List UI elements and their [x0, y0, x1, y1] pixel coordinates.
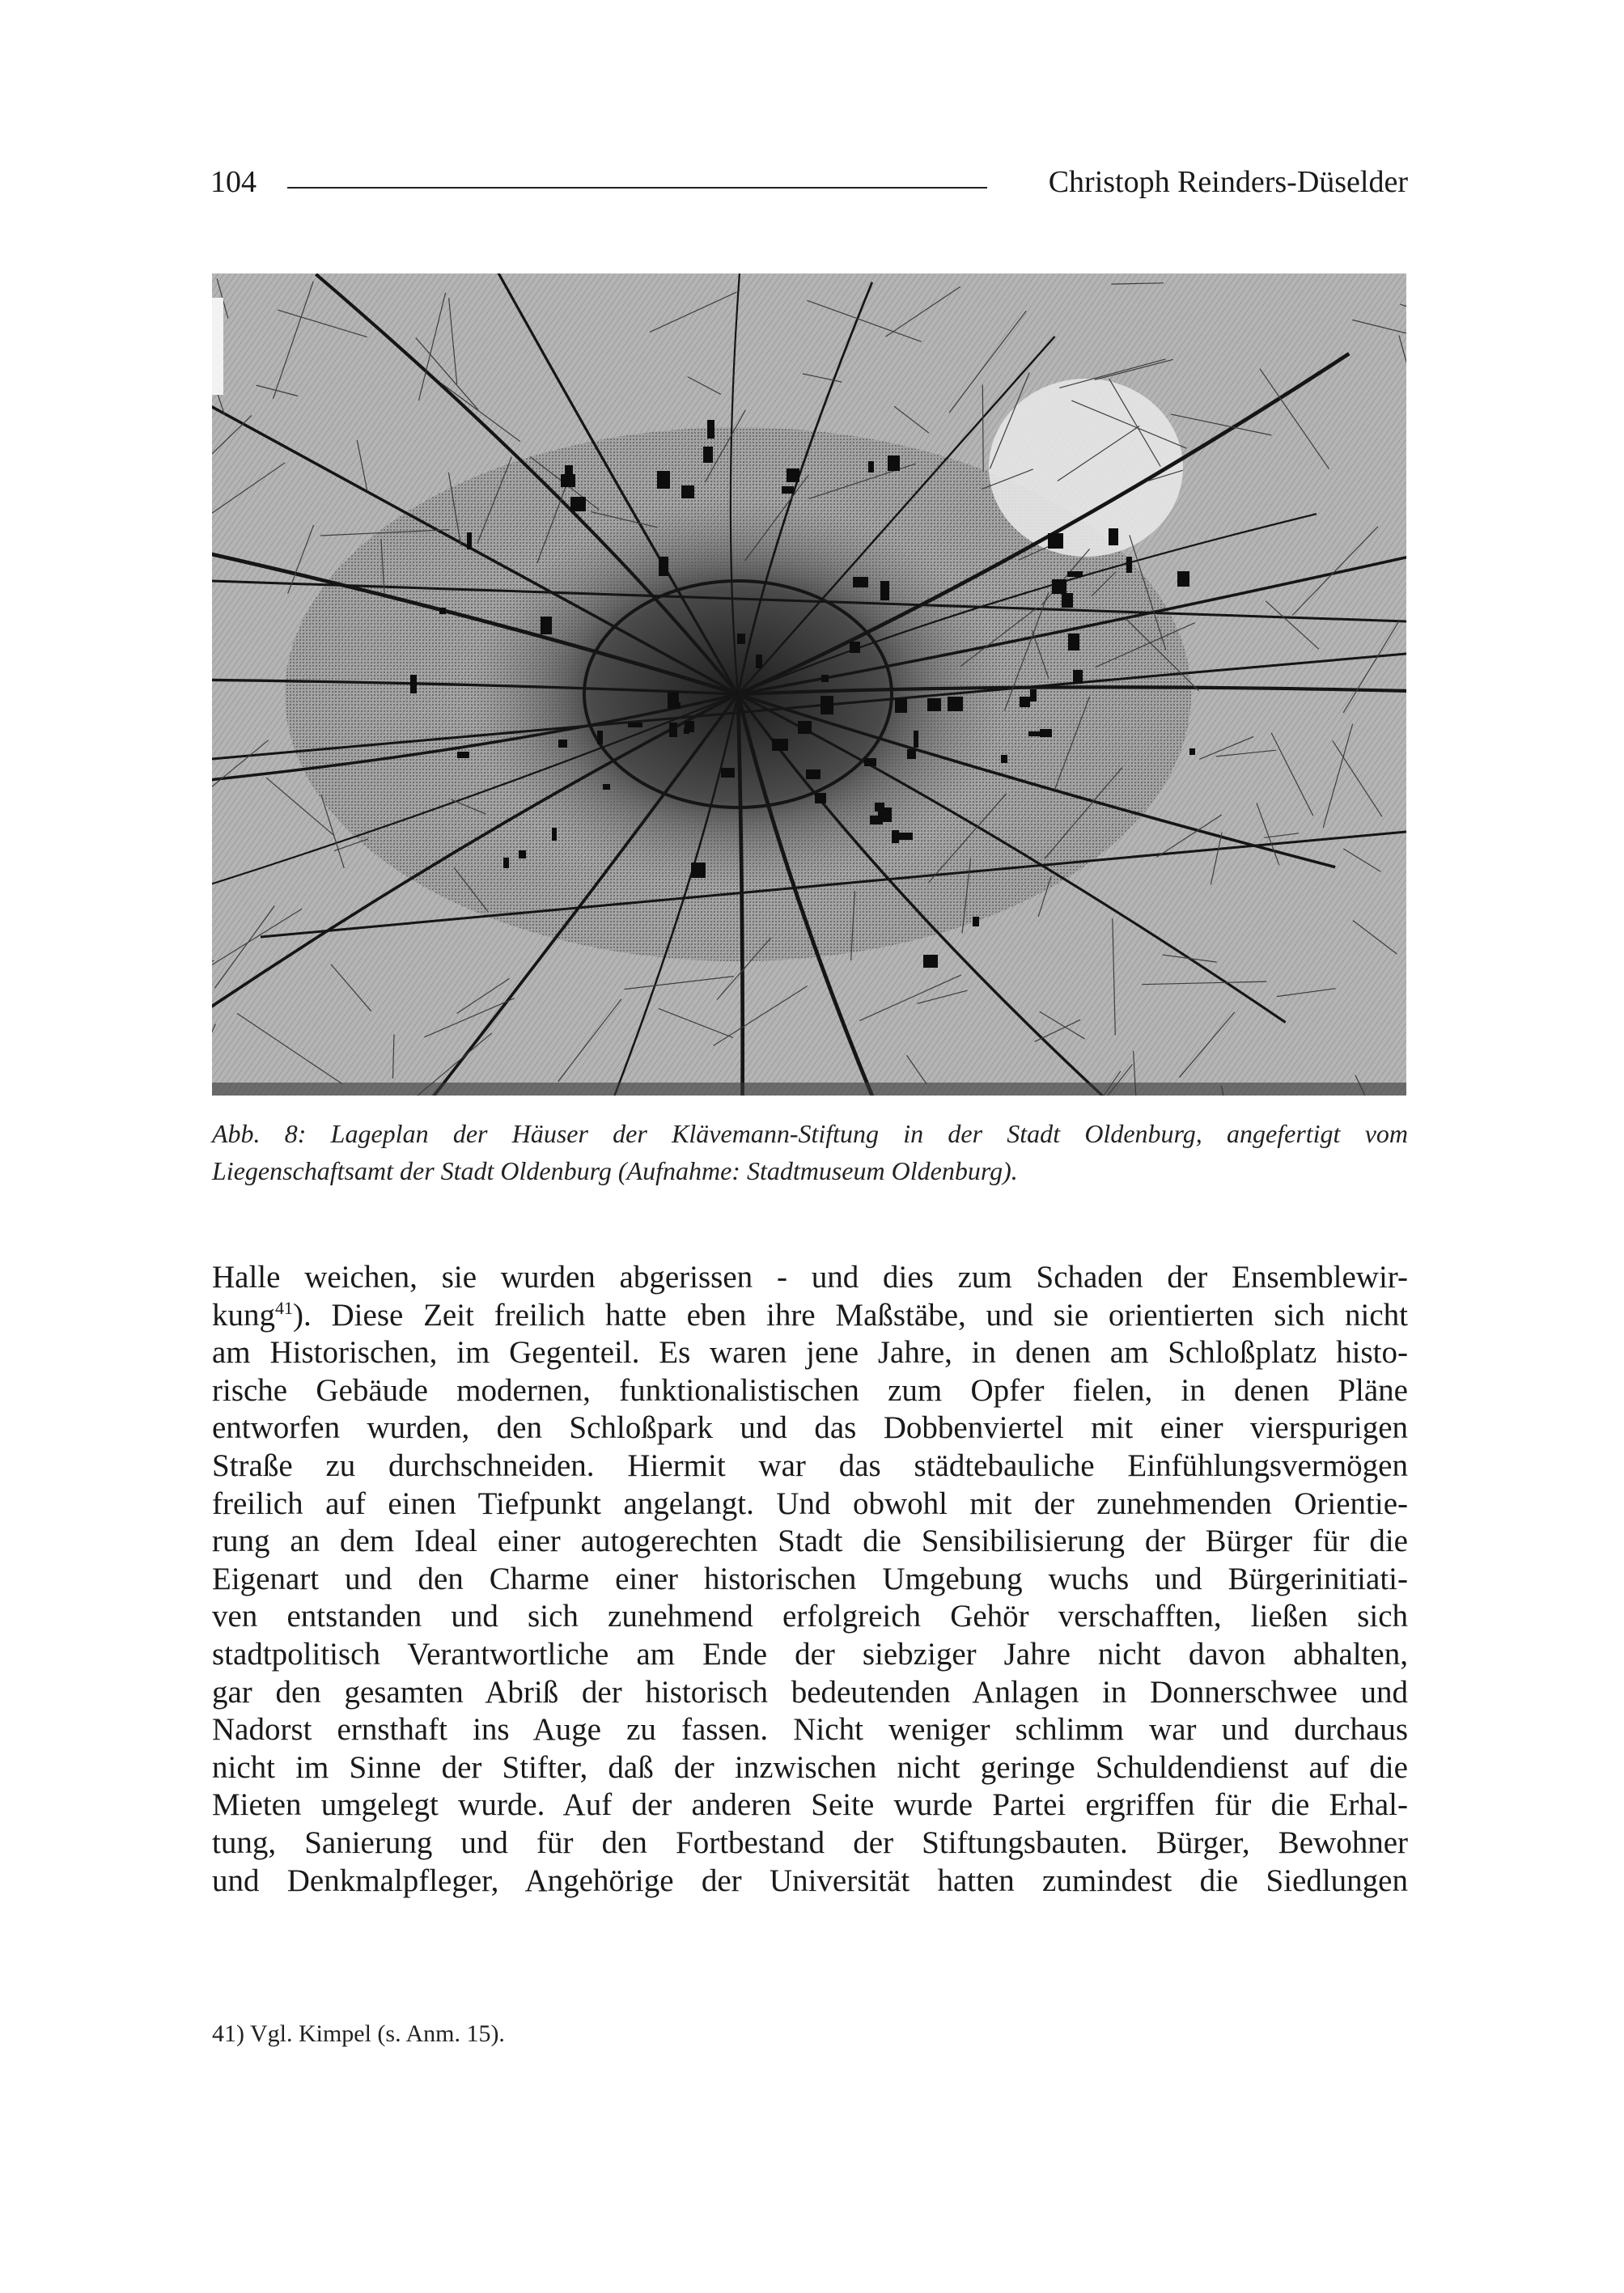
- body-line-10: ven entstanden und sich zunehmend erfolgreich Gehör verschafften, ließen sich: [212, 1599, 1408, 1634]
- footnote: 41) Vgl. Kimpel (s. Anm. 15).: [212, 2020, 505, 2047]
- city-map-image: [212, 273, 1406, 1096]
- body-line-12: gar den gesamten Abriß der historisch bedeutenden Anlagen in Donnerschwee und: [212, 1674, 1408, 1710]
- body-line-15: Mieten umgelegt wurde. Auf der anderen Seite wurde Partei ergriffen für die Erhal-: [212, 1787, 1408, 1823]
- page-number: 104: [210, 165, 257, 199]
- body-line-6: Straße zu durchschneiden. Hiermit war das städtebauliche Einfühlungsvermögen: [212, 1447, 1408, 1483]
- body-line-11: stadtpolitisch Verantwortliche am Ende der siebziger Jahre nicht davon abhalten,: [212, 1636, 1408, 1672]
- body-line-2: [212, 1297, 1408, 1335]
- caption-line-1: Abb. 8: Lageplan der Häuser der Klävemann-Stiftung in der Stadt Oldenburg, angefertigt vom: [212, 1119, 1408, 1148]
- footnote-reference: 41: [275, 1297, 293, 1318]
- body-line-8: rung an dem Ideal einer autogerechten Stadt die Sensibilisierung der Bürger für die: [212, 1524, 1408, 1559]
- body-line-1: Halle weichen, sie wurden abgerissen - und dies zum Schaden der Ensemblewir-: [212, 1260, 1408, 1295]
- body-line-13: Nadorst ernsthaft ins Auge zu fassen. Nicht weniger schlimm war und durchaus: [212, 1712, 1408, 1748]
- body-line-4: rische Gebäude modernen, funktionalistischen zum Opfer fielen, in denen Pläne: [212, 1372, 1408, 1408]
- body-line-7: freilich auf einen Tiefpunkt angelangt. Und obwohl mit der zunehmenden Orientie-: [212, 1486, 1408, 1521]
- body-line-2a: kung: [212, 1297, 275, 1333]
- map-figure: [212, 273, 1406, 1096]
- body-line-17: und Denkmalpfleger, Angehörige der Universität hatten zumindest die Siedlungen: [212, 1863, 1408, 1898]
- header-rule: [287, 187, 987, 189]
- body-line-16: tung, Sanierung und für den Fortbestand der Stiftungsbauten. Bürger, Bewohner: [212, 1825, 1408, 1860]
- figure-caption: [212, 1115, 1408, 1189]
- running-head: Christoph Reinders-Düselder: [1048, 165, 1408, 199]
- page-header: [210, 158, 1408, 214]
- caption-line-2: Liegenschaftsamt der Stadt Oldenburg (Aufnahme: Stadtmuseum Oldenburg).: [212, 1156, 1018, 1185]
- body-paragraph: [212, 1259, 1408, 1900]
- body-line-2b: ). Diese Zeit freilich hatte eben ihre Maßstäbe, und sie orientierten sich nicht: [293, 1297, 1408, 1333]
- body-line-5: entworfen wurden, den Schloßpark und das Dobbenviertel mit einer vierspurigen: [212, 1410, 1408, 1446]
- body-line-9: Eigenart und den Charme einer historischen Umgebung wuchs und Bürgerinitiati-: [212, 1561, 1408, 1596]
- body-line-14: nicht im Sinne der Stifter, daß der inzwischen nicht geringe Schuldendienst auf die: [212, 1749, 1408, 1785]
- lake-shape: [989, 379, 1183, 557]
- body-line-3: am Historischen, im Gegenteil. Es waren jene Jahre, in denen am Schloßplatz histo-: [212, 1335, 1408, 1371]
